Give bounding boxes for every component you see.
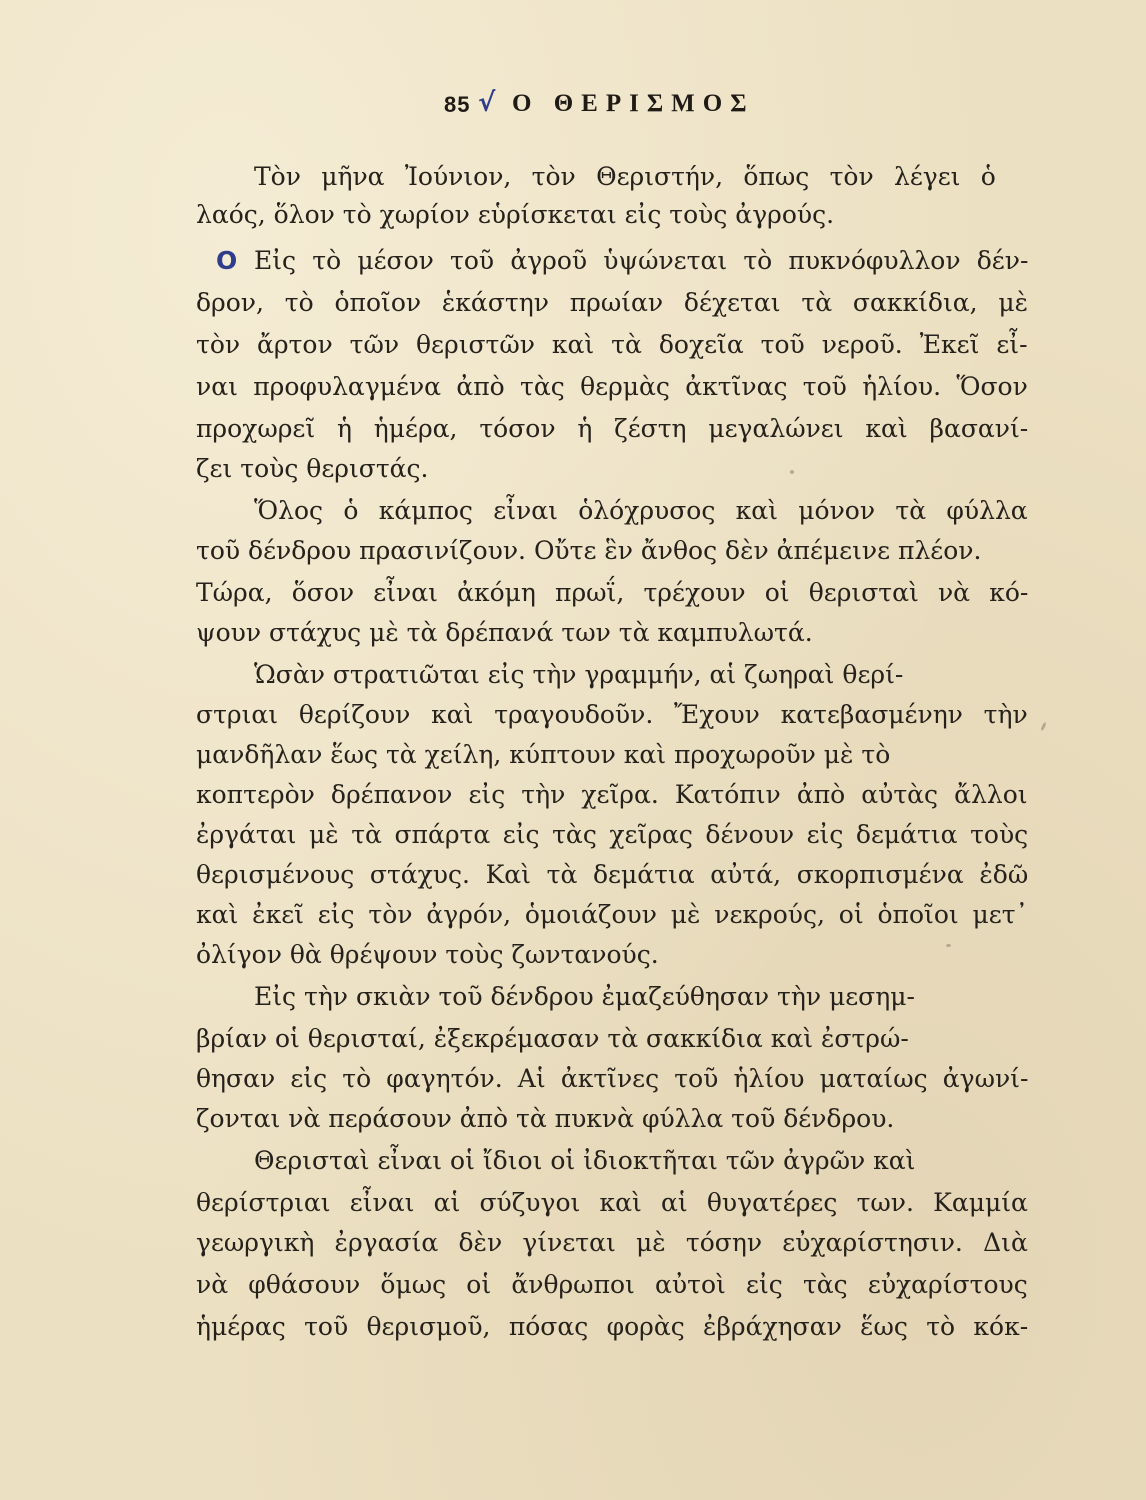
text-line: μανδῆλαν ἕως τὰ χείλη, κύπτουν καὶ προχωροῦν μὲ τὸ <box>196 740 891 769</box>
text-line: βρίαν οἱ θερισταί, ἐξεκρέμασαν τὰ σακκίδια καὶ ἐστρώ- <box>196 1024 909 1053</box>
text-line: θερίστριαι εἶναι αἱ σύζυγοι καὶ αἱ θυγατέρες των. Καμμία <box>196 1188 1028 1217</box>
text-line: νὰ φθάσουν ὅμως οἱ ἄνθρωποι αὐτοὶ εἰς τὰς εὐχαρίστους <box>196 1270 1028 1299</box>
text-line: ψουν στάχυς μὲ τὰ δρέπανά των τὰ καμπυλωτά. <box>196 618 813 647</box>
text-line: ὀλίγον θὰ θρέψουν τοὺς ζωντανούς. <box>196 940 659 969</box>
text-line: Ὅλος ὁ κάμπος εἶναι ὁλόχρυσος καὶ μόνον τὰ φύλλα <box>254 496 1028 525</box>
text-line: ζει τοὺς θεριστάς. <box>196 454 429 483</box>
text-line: τὸν ἄρτον τῶν θεριστῶν καὶ τὰ δοχεῖα τοῦ νεροῦ. Ἐκεῖ εἶ- <box>196 330 1028 359</box>
text-line: δρον, τὸ ὁποῖον ἑκάστην πρωίαν δέχεται τὰ σακκίδια, μὲ <box>196 288 1029 317</box>
handwritten-margin-mark: O <box>216 246 238 275</box>
text-line: κοπτερὸν δρέπανον εἰς τὴν χεῖρα. Κατόπιν ἀπὸ αὐτὰς ἄλλοι <box>196 780 1028 809</box>
text-line: λαός, ὅλον τὸ χωρίον εὑρίσκεται εἰς τοὺς ἀγρούς. <box>196 200 835 229</box>
text-line: Εἰς τὴν σκιὰν τοῦ δένδρου ἐμαζεύθησαν τὴν μεσημ- <box>254 982 915 1011</box>
text-line: Τὸν μῆνα Ἰούνιον, τὸν Θεριστήν, ὅπως τὸν λέγει ὁ <box>254 162 996 191</box>
text-line: καὶ ἐκεῖ εἰς τὸν ἀγρόν, ὁμοιάζουν μὲ νεκρούς, οἱ ὁποῖοι μετ᾿ <box>196 900 1029 929</box>
handwritten-check-mark: √ <box>478 88 496 118</box>
text-line: στριαι θερίζουν καὶ τραγουδοῦν. Ἔχουν κατεβασμένην τὴν <box>196 700 1028 729</box>
chapter-title: Ο ΘΕΡΙΣΜΟΣ <box>512 90 755 117</box>
text-line: Εἰς τὸ μέσον τοῦ ἀγροῦ ὑψώνεται τὸ πυκνόφυλλον δέν- <box>254 246 1029 275</box>
paper-speck <box>1040 722 1047 731</box>
text-line: ναι προφυλαγμένα ἀπὸ τὰς θερμὰς ἀκτῖνας τοῦ ἡλίου. Ὅσον <box>196 372 1028 401</box>
page-header <box>0 84 1146 124</box>
text-line: τοῦ δένδρου πρασινίζουν. Οὔτε ἓν ἄνθος δὲν ἀπέμεινε πλέον. <box>196 536 982 565</box>
text-line: γεωργικὴ ἐργασία δὲν γίνεται μὲ τόσην εὐχαρίστησιν. Διὰ <box>196 1228 1028 1257</box>
text-line: ἡμέρας τοῦ θερισμοῦ, πόσας φορὰς ἐβράχησαν ἕως τὸ κόκ- <box>196 1312 1029 1341</box>
text-line: ἐργάται μὲ τὰ σπάρτα εἰς τὰς χεῖρας δένουν εἰς δεμάτια τοὺς <box>196 820 1029 849</box>
text-line: θερισμένους στάχυς. Καὶ τὰ δεμάτια αὐτά, σκορπισμένα ἐδῶ <box>196 860 1029 889</box>
text-line: Τώρα, ὅσον εἶναι ἀκόμη πρωΐ, τρέχουν οἱ θερισταὶ νὰ κό- <box>196 578 1029 607</box>
paper-speck <box>790 470 794 474</box>
text-line: ζονται νὰ περάσουν ἀπὸ τὰ πυκνὰ φύλλα τοῦ δένδρου. <box>196 1104 895 1133</box>
text-line: Θερισταὶ εἶναι οἱ ἴδιοι οἱ ἰδιοκτῆται τῶν ἀγρῶν καὶ <box>254 1146 916 1175</box>
text-line: Ὡσὰν στρατιῶται εἰς τὴν γραμμήν, αἱ ζωηραὶ θερί- <box>254 660 904 689</box>
paper-speck <box>946 944 951 947</box>
text-line: προχωρεῖ ἡ ἡμέρα, τόσον ἡ ζέστη μεγαλώνει καὶ βασανί- <box>196 414 1029 443</box>
page-number: 85 <box>444 92 471 117</box>
text-line: θησαν εἰς τὸ φαγητόν. Αἱ ἀκτῖνες τοῦ ἡλίου ματαίως ἀγωνί- <box>196 1064 1029 1093</box>
